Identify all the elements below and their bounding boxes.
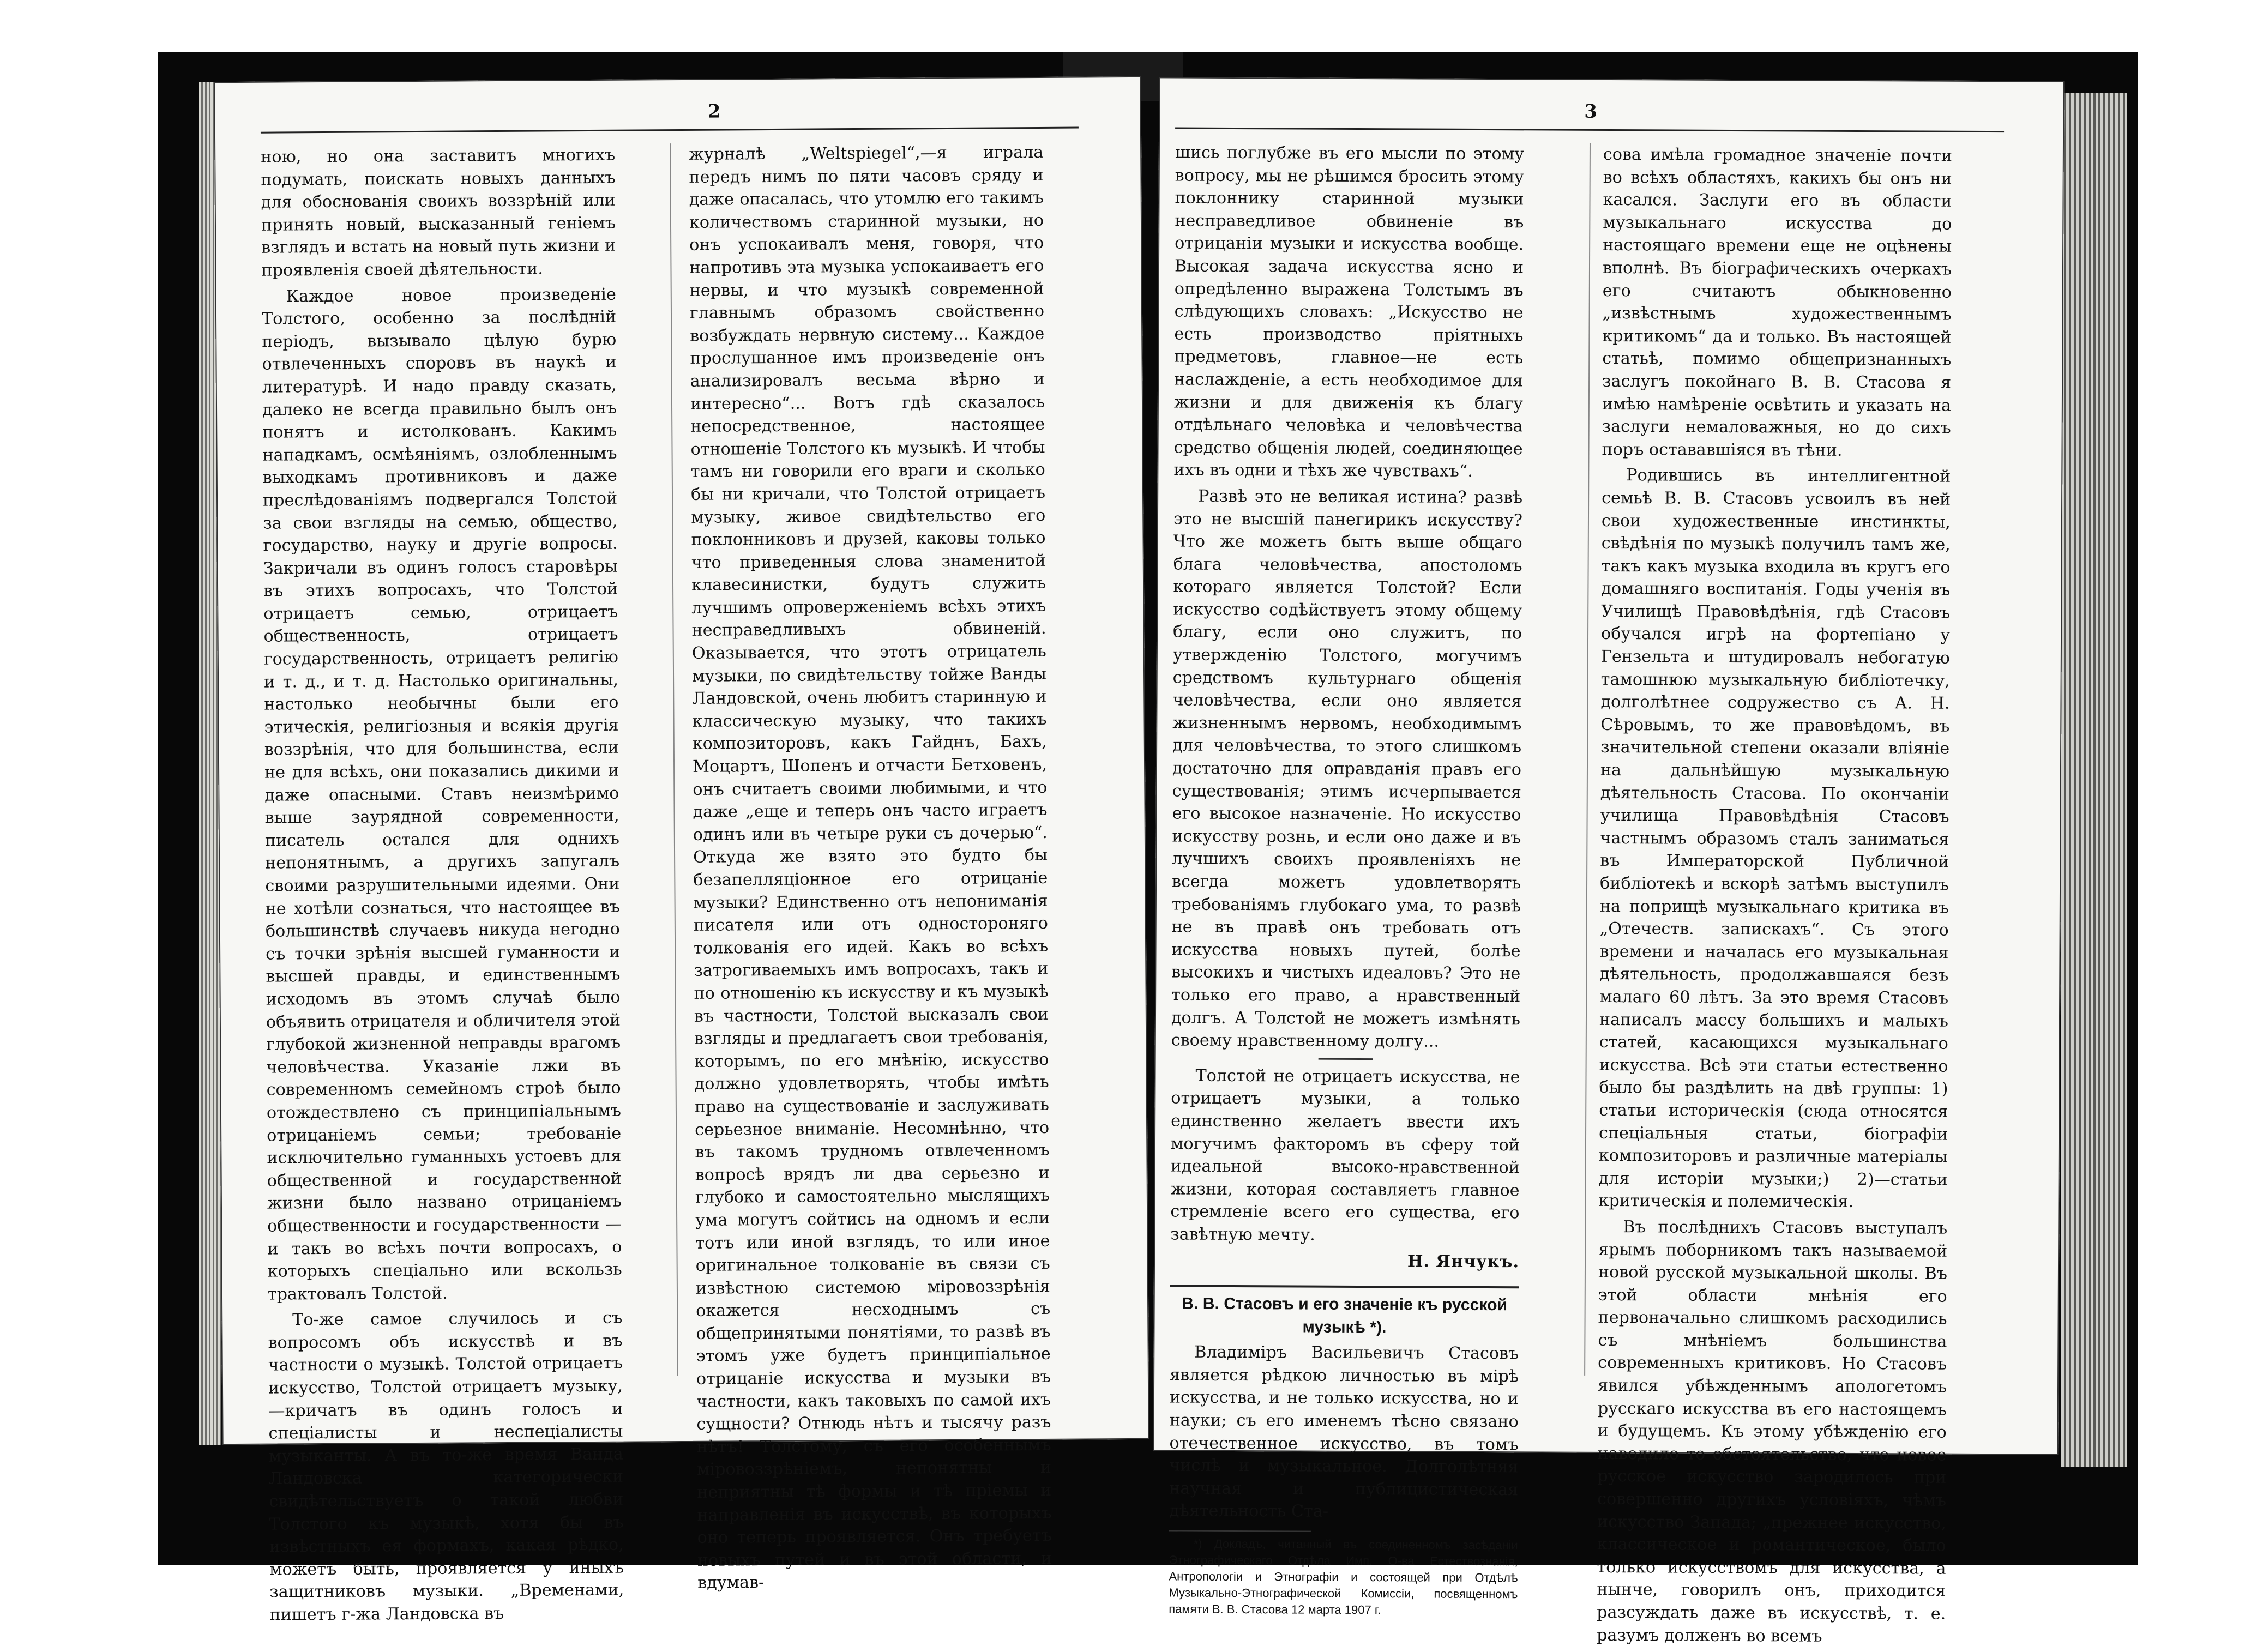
page-number-right: 3 [1584, 100, 1597, 123]
column-divider [670, 143, 678, 1376]
header-rule-left [261, 127, 1079, 134]
paragraph: Каждое новое произведеніе Толстого, особенно за послѣдній періодъ, вызывало цѣлую бурю отвлеченныхъ споровъ въ наукѣ и литературѣ. И надо правду сказать, далеко не всегда правильно былъ онъ понятъ и истолкованъ. Какимъ нападкамъ, осмѣяніямъ, озлобленнымъ выходкамъ противниковъ и даже преслѣдованіямъ подвергался Толстой за свои взгляды на семью, общество, государство, науку и другіе вопросы. Закричали въ одинъ голосъ старовѣры въ этихъ вопросахъ, что Толстой отрицаетъ семью, отрицаетъ общественность, отрицаетъ государственность, отрицаетъ религію и т. д., и т. д. Настолько оригинальны, настолько необычны были его этическія, религіозныя и всякія другія воззрѣнія, что для большинства, если не для всѣхъ, они показались дикими и даже опасными. Ставъ неизмѣримо выше заурядной современности, писатель остался для однихъ непонятнымъ, а другихъ запугалъ своими разрушительными идеями. Они не хотѣли сознаться, что настоящее въ большинствѣ случаевъ никуда негодно съ точки зрѣнія высшей гуманности и высшей правды, и единственнымъ исходомъ въ этомъ случаѣ было объявить отрицателя и обличителя этой глубокой жизненной неправды врагомъ человѣчества. Указаніе лжи въ современномъ семейномъ строѣ было отождествлено съ принципіальнымъ отрицаніемъ семьи; требованіе исключительно гуманныхъ устоевъ для общественной и государственной жизни было названо отрицаніемъ общественности и государственности —и такъ во всѣхъ почти вопросахъ, о которыхъ спеціально или вскользь трактовалъ Толстой. [261, 285, 622, 1304]
section-break-rule [1319, 1058, 1373, 1059]
page-edges-right [2061, 93, 2127, 1467]
left-page-column-1 [261, 144, 624, 1630]
article-rule [1170, 1285, 1519, 1289]
paragraph: журналѣ „Weltspiegel“,—я играла передъ нимъ по пяти часовъ сряду и даже опасалась, что утомлю его такимъ количествомъ старинной музыки, но онъ успокаивалъ меня, говоря, что напротивъ эта музыка успокаиваетъ его нервы, и что музыкѣ современной главнымъ образомъ свойственно возбуждать нервную систему... Каждое прослушанное имъ произведеніе онъ анализировалъ весьма вѣрно и интересно“... Вотъ гдѣ сказалось непосредственное, настоящее отношеніе Толстого къ музыкѣ. И чтобы тамъ ни говорили его враги и сколько бы ни кричали, что Толстой отрицаетъ музыку, живое свидѣтельство его поклонниковъ и друзей, каковы только что приведенныя слова знаменитой клавесинистки, будутъ служить лучшимъ опроверженіемъ всѣхъ этихъ несправедливыхъ обвиненій. Оказывается, что этотъ отрицатель музыки, по свидѣтельству тойже Ванды Ландовской, очень любитъ старинную и классическую музыку, что такихъ композиторовъ, какъ Гайднъ, Бахъ, Моцартъ, Шопенъ и отчасти Бетховенъ, онъ считаетъ своими любимыми, и что даже „еще и теперь онъ часто играетъ одинъ или въ четыре руки съ дочерью“. Откуда же взято это будто бы безапелляціонное его отрицаніе музыки? Единственно отъ непониманія писателя или отъ одностороняго толкованія его идей. Какъ во всѣхъ затрогиваемыхъ имъ вопросахъ, такъ и по отношенію къ искусству и къ музыкѣ въ частности, Толстой высказалъ свои взгляды и предлагаетъ свои требованія, которымъ, по его мнѣнію, искусство должно удовлетворять, чтобы имѣть право на существованіе и заслуживать серьезное вниманіе. Несомнѣнно, что въ такомъ трудномъ отвлеченномъ вопросѣ врядъ ли два серьезно и глубоко и самостоятельно мыслящихъ ума могутъ сойтись на одномъ и если тотъ или иной взглядъ, то или иное оригинальное толкованіе въ связи съ извѣстною системою міровоззрѣнія окажется несходнымъ съ общепринятыми понятіями, то развѣ въ этомъ уже будетъ принципіальное отрицаніе искусства и музыки въ частности, какъ таковыхъ по самой ихъ сущности? Отнюдь нѣтъ и тысячу разъ нѣтъ! Толстому, съ его особеннымъ міровоззрѣніемъ, непонятны и неприятны тѣ формы и тѣ пріемы и направленія въ искусствѣ, въ которыхъ оно теперь проявляется. Онъ требуетъ новыхъ путей и въ этой области, и вдумав- [689, 142, 1052, 1593]
paragraph: шись поглубже въ его мысли по этому вопросу, мы не рѣшимся бросить этому поклоннику старинной музыки несправедливое обвиненіе въ отрицаніи музыки и искусства вообще. Высокая задача искусства ясно и опредѣленно выражена Толстымъ въ слѣдующихъ словахъ: „Искусство не есть производство пріятныхъ предметовъ, главное—не есть наслажденіе, а есть необходимое для жизни и для движенія къ благу отдѣльнаго человѣка и человѣчества средство общенія людей, соединяющее ихъ въ одни и тѣхъ же чувствахъ“. [1173, 143, 1524, 481]
footnote: *) Докладъ, читанный въ соединенномъ засѣданіи Этнографическаго Отдѣла Имп. О-ва Естествознанія, Антропологіи и Этнографіи и состоящей при Отдѣлѣ Музыкально-Этнографической Комиссіи, посвященномъ памяти В. В. Стасова 12 марта 1907 г. [1169, 1536, 1518, 1617]
author-signature: Н. Янчукъ. [1407, 1251, 1520, 1271]
footnote-rule [1169, 1530, 1311, 1532]
column-divider [1584, 143, 1591, 1376]
paragraph: ною, но она заставитъ многихъ подумать, поискать новыхъ данныхъ для обоснованія своихъ воззрѣній или принять новый, высказанный геніемъ взглядъ и встать на новый путь жизни и проявленія своей дѣятельности. [261, 145, 616, 280]
left-page [214, 76, 1149, 1625]
paragraph: Родившись въ интеллигентной семьѣ В. В. Стасовъ усвоилъ въ ней свои художественные инстинкты, свѣдѣнія по музыкѣ получилъ тамъ же, такъ какъ музыка входила въ кругъ его домашняго воспитанія. Годы ученія въ Училищѣ Правовѣдѣнія, гдѣ Стасовъ обучался игрѣ на фортепіано у Гензельта и штудировалъ небогатую тамошнюю музыкальную библіотечку, долголѣтнее содружество съ А. Н. Сѣровымъ, то же правовѣдомъ, въ значительной степени оказали вліяніе на дальнѣйшую музыкальную дѣятельность Стасова. По окончаніи училища Правовѣдѣнія Стасовъ частнымъ образомъ сталъ заниматься въ Императорской Публичной библіотекѣ и вскорѣ затѣмъ выступилъ на поприщѣ музыкальнаго критика въ „Отечеств. запискахъ“. Съ этого времени и началась его музыкальная дѣятельность, продолжавшаяся безъ малаго 60 лѣтъ. За это время Стасовъ написалъ массу большихъ и малыхъ статей, касающихся музыкальнаго искусства. Всѣ эти статьи естественно было бы раздѣлить на двѣ группы: 1) статьи историческія (сюда относятся спеціальныя статьи, біографіи композиторовъ и различные матеріалы для исторіи музыки;) 2)—статьи критическія и полемическія. [1598, 466, 1951, 1212]
paragraph: Владиміръ Васильевичъ Стасовъ является рѣдкою личностью въ мірѣ искусства, и не только искусства, но и науки; съ его именемъ тѣсно связано отечественное искусство, въ томъ числѣ и музыкальное. Долголѣтняя научная и публицистическая дѣятельность Ста- [1169, 1342, 1519, 1522]
header-rule-right [1175, 128, 2004, 133]
right-page-column-1 [1169, 142, 1524, 1623]
right-page-column-2 [1597, 143, 1952, 1651]
paragraph: То-же самое случилось и съ вопросомъ объ искусствѣ и въ частности о музыкѣ. Толстой отрицаетъ искусство, Толстой отрицаетъ музыку,—кричатъ въ одинъ голосъ и спеціалисты и неспеціалисты музыканты. А въ то-же время Ванда Ландовска категорически свидѣтельствуетъ о такой любви Толстого къ музыкѣ, хотя бы въ извѣстныхъ ея формахъ, какая рѣдко, можетъ быть, проявляется у иныхъ защитниковъ музыки. „Временами, пишетъ г-жа Ландовска въ [268, 1308, 624, 1625]
paragraph: сова имѣла громадное значеніе почти во всѣхъ областяхъ, какихъ бы онъ ни касался. Заслуги его въ области музыкальнаго искусства до настоящаго времени еще не оцѣнены вполнѣ. Въ біографическихъ очеркахъ его считаютъ обыкновенно „извѣстнымъ художественнымъ критикомъ“ да и только. Въ настоящей статьѣ, помимо общепризнанныхъ заслугъ покойнаго В. В. Стасова я имѣю намѣреніе освѣтить и указать на заслуги немаловажныя, но до сихъ поръ остававшіяся въ тѣни. [1602, 144, 1952, 460]
article-title: В. В. Стасовъ и его значеніе къ русской музыкѣ *). [1182, 1294, 1508, 1336]
paragraph: Развѣ это не великая истина? развѣ это не высшій панегирикъ искусству? Что же можетъ быть выше общаго блага человѣчества, апостоломъ котораго является Толстой? Если искусство содѣйствуетъ этому общему благу, если оно служитъ, по утвержденію Толстого, могучимъ средствомъ культурнаго общенія человѣчества, если оно является жизненнымъ нервомъ, необходимымъ для человѣчества, то этого слишкомъ достаточно для оправданія правъ его существованія; этимъ исчерпывается его высокое назначеніе. Но искусство искусству рознь, и если оно даже и въ лучшихъ своихъ проявленіяхъ не всегда можетъ удовлетворять требованіямъ глубокаго ума, то развѣ не въ правѣ онъ требовать отъ искусства новыхъ путей, болѣе высокихъ и чистыхъ идеаловъ? Это не только его право, а нравственный долгъ. А Толстой не можетъ измѣнять своему нравственному долгу... [1171, 486, 1523, 1051]
page-number-left: 2 [707, 100, 721, 123]
paragraph: Въ послѣднихъ Стасовъ выступалъ ярымъ поборникомъ такъ называемой новой русской музыкальной школы. Въ этой области мнѣнія его первоначально слишкомъ расходились съ мнѣніемъ большинства современныхъ критиковъ. Но Стасовъ явился убѣжденнымъ апологетомъ русскаго искусства въ его настоящемъ и будущемъ. Къ этому убѣжденію его наводило то обстоятельство, что новое русское искусство зародилось при совершенно другихъ условіяхъ, чѣмъ искусство Запада; „прежнее искусство, классическое и романтическое, было только искусствомъ для искусства, а нынче, говорилъ онъ, приходится разсуждать даже въ искусствѣ, т. е. разумъ долженъ во всемъ [1596, 1217, 1948, 1646]
right-page [1153, 77, 2065, 1646]
left-page-column-2 [689, 141, 1052, 1598]
paragraph: Толстой не отрицаетъ искусства, не отрицаетъ музыки, а только единственно желаетъ ввести ихъ могучимъ факторомъ въ сферу той идеальной высоко-нравственной жизни, которая составляетъ главное стремленіе всего его существа, его завѣтную мечту. [1170, 1066, 1520, 1245]
